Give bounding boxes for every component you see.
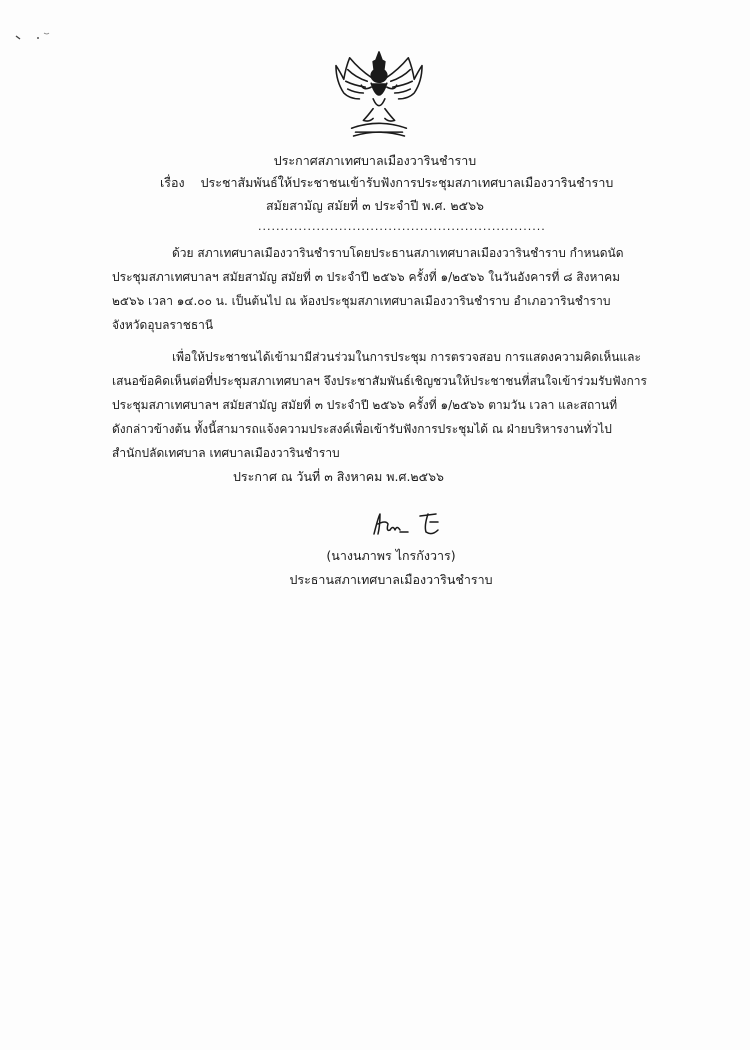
paragraph-line: ดังกล่าวข้างต้น ทั้งนี้สามารถแจ้งความประสงค์เพื่อเข้ารับฟังการประชุมได้ ณ ฝ่ายบริหารงานทั่วไป (112, 422, 612, 436)
paragraph-line: จังหวัดอุบลราชธานี (112, 318, 214, 332)
signer-position: ประธานสภาเทศบาลเมืองวารินชำราบ (289, 572, 493, 587)
paragraph-line: ประชุมสภาเทศบาลฯ สมัยสามัญ สมัยที่ ๓ ประจำปี ๒๕๖๖ ครั้งที่ ๑/๒๕๖๖ ในวันอังคารที่ ๘ สิงหาคม (112, 270, 621, 284)
subject-label: เรื่อง (160, 175, 185, 190)
announcement-title: ประกาศสภาเทศบาลเมืองวารินชำราบ (273, 153, 477, 168)
garuda-emblem-icon (330, 48, 428, 138)
paragraph-line: ด้วย สภาเทศบาลเมืองวารินชำราบโดยประธานสภาเทศบาลเมืองวารินชำราบ กำหนดนัด (172, 246, 624, 260)
dotted-separator: ................................................................ (258, 220, 546, 233)
paragraph-line: ๒๕๖๖ เวลา ๑๔.๐๐ น. เป็นต้นไป ณ ห้องประชุมสภาเทศบาลเมืองวารินชำราบ อำเภอวารินชำราบ (112, 294, 611, 308)
scan-artifact-mark (14, 30, 54, 42)
signer-name: (นางนภาพร ไกรกังวาร) (326, 548, 456, 563)
paragraph-line: ประชุมสภาเทศบาลฯ สมัยสามัญ สมัยที่ ๓ ประจำปี ๒๕๖๖ ครั้งที่ ๑/๒๕๖๖ ตามวัน เวลา และสถานที่ (112, 398, 618, 412)
session-line: สมัยสามัญ สมัยที่ ๓ ประจำปี พ.ศ. ๒๕๖๖ (266, 198, 484, 213)
subject-text: ประชาสัมพันธ์ให้ประชาชนเข้ารับฟังการประชุมสภาเทศบาลเมืองวารินชำราบ (200, 175, 614, 190)
paragraph-line: เพื่อให้ประชาชนได้เข้ามามีส่วนร่วมในการประชุม การตรวจสอบ การแสดงความคิดเห็นและ (172, 350, 641, 364)
subject-line (160, 174, 613, 192)
body-paragraph-1 (112, 241, 646, 337)
paragraph-line: เสนอข้อคิดเห็นต่อที่ประชุมสภาเทศบาลฯ จึงประชาสัมพันธ์เชิญชวนให้ประชาชนที่สนใจเข้าร่วมรับฟังการ (112, 374, 647, 388)
handwritten-signature-icon (368, 508, 448, 540)
paragraph-line: สำนักปลัดเทศบาล เทศบาลเมืองวารินชำราบ (112, 446, 340, 460)
announcement-date: ประกาศ ณ วันที่ ๓ สิงหาคม พ.ศ.๒๕๖๖ (233, 469, 444, 484)
body-paragraph-2 (112, 345, 646, 465)
